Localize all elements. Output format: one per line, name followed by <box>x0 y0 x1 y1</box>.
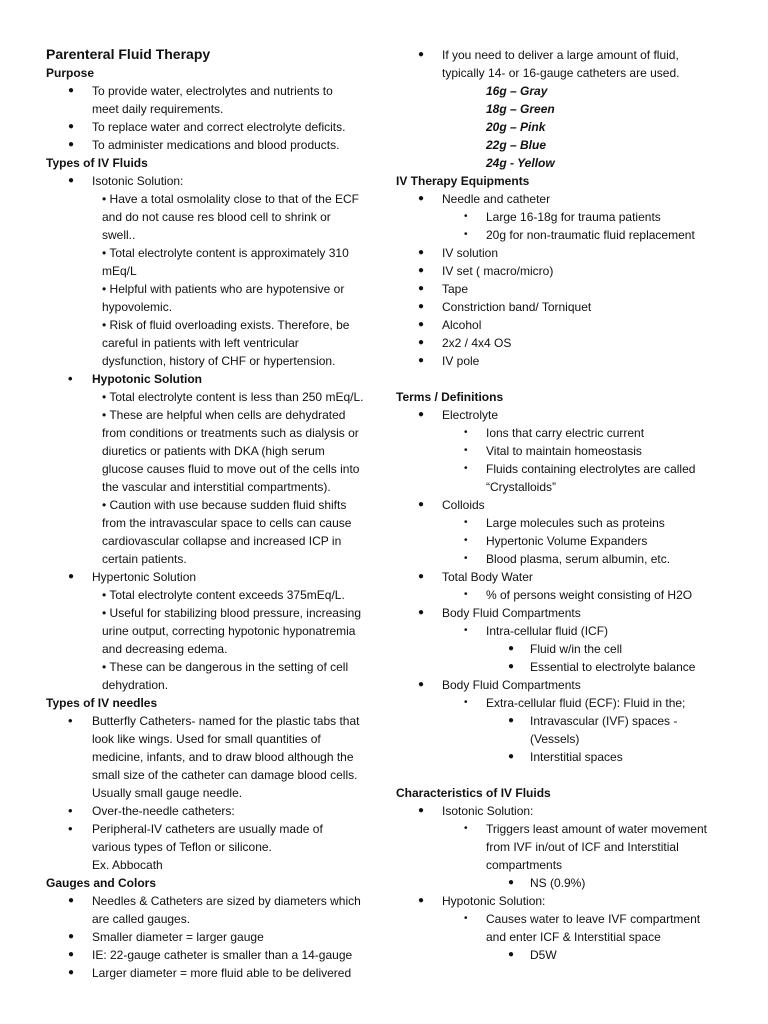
point: • Total electrolyte content exceeds 375mEq/L. <box>102 588 345 602</box>
list-item: ● IV set ( macro/micro) <box>396 262 736 280</box>
sub-item-cont: compartments <box>486 858 563 872</box>
gauge-color-list <box>396 82 736 172</box>
purpose-list <box>46 82 376 154</box>
list-item: ● Electrolyte <box>396 406 736 424</box>
equipment-list <box>396 190 736 370</box>
right-column <box>396 46 736 964</box>
point-cont: dysfunction, history of CHF or hypertension. <box>102 354 336 368</box>
list-item: ● Needles & Catheters are sized by diameters which <box>46 892 376 910</box>
sub-item-cont: and enter ICF & Interstitial space <box>486 930 661 944</box>
left-column <box>46 44 376 982</box>
sub-item: • Ions that carry electric current <box>396 424 736 442</box>
sub-item: • Large 16-18g for trauma patients <box>396 208 736 226</box>
gauges-heading: Gauges and Colors <box>46 876 157 890</box>
sub-sub-item: ● Fluid w/in the cell <box>396 640 736 658</box>
list-item: ● Hypotonic Solution: <box>396 892 736 910</box>
point-cont: from conditions or treatments such as dialysis or <box>102 426 359 440</box>
example-text: Ex. Abbocath <box>92 858 163 872</box>
sub-sub-item: ● Interstitial spaces <box>396 748 736 766</box>
point-cont: urine output, correcting hypotonic hyponatremia <box>102 624 356 638</box>
list-item: ● Colloids <box>396 496 736 514</box>
point-cont: hypovolemic. <box>102 300 173 314</box>
point-cont: cardiovascular collapse and increased ICP in <box>102 534 342 548</box>
list-item: ● To provide water, electrolytes and nutrients to <box>46 82 376 100</box>
sub-item: • 20g for non-traumatic fluid replacement <box>396 226 736 244</box>
characteristics-heading: Characteristics of IV Fluids <box>396 786 551 800</box>
list-item-cont: various types of Teflon or silicone. <box>92 840 272 854</box>
point: • Total electrolyte content is less than 250 mEq/L. <box>102 390 364 404</box>
list-item: ● Body Fluid Compartments <box>396 676 736 694</box>
needles-list <box>46 712 376 874</box>
list-item: ● Alcohol <box>396 316 736 334</box>
point-cont: dehydration. <box>102 678 169 692</box>
point: • Helpful with patients who are hypotensive or <box>102 282 345 296</box>
point: • These are helpful when cells are dehydrated <box>102 408 346 422</box>
list-item-cont: medicine, infants, and to draw blood although the <box>92 750 354 764</box>
list-item: • Peripheral-IV catheters are usually made of <box>46 820 376 838</box>
needles-heading: Types of IV needles <box>46 696 158 710</box>
sub-item-cont: “Crystalloids” <box>486 480 557 494</box>
point-cont: certain patients. <box>102 552 187 566</box>
point: • Caution with use because sudden fluid shifts <box>102 498 347 512</box>
hypertonic-label: ● Hypertonic Solution <box>46 568 376 586</box>
gauge-color-green: 18g – Green <box>486 102 555 116</box>
sub-sub-item: ● NS (0.9%) <box>396 874 736 892</box>
sub-sub-item: ● Intravascular (IVF) spaces - <box>396 712 736 730</box>
list-item: ● IE: 22-gauge catheter is smaller than a 14-gauge <box>46 946 376 964</box>
sub-item: • % of persons weight consisting of H2O <box>396 586 736 604</box>
list-item-cont: typically 14- or 16-gauge catheters are used. <box>442 66 680 80</box>
list-item-cont: are called gauges. <box>92 912 191 926</box>
point: • Have a total osmolality close to that of the ECF <box>102 192 359 206</box>
point-cont: glucose causes fluid to move out of the cells into <box>102 462 360 476</box>
sub-item: • Intra-cellular fluid (ICF) <box>396 622 736 640</box>
point: • These can be dangerous in the setting of cell <box>102 660 349 674</box>
sub-item: • Extra-cellular fluid (ECF): Fluid in the; <box>396 694 736 712</box>
sub-item: • Triggers least amount of water movement <box>396 820 736 838</box>
list-item: ● Tape <box>396 280 736 298</box>
list-item-cont: Usually small gauge needle. <box>92 786 243 800</box>
isotonic-label: ● Isotonic Solution: <box>46 172 376 190</box>
list-item: • Over-the-needle catheters: <box>46 802 376 820</box>
gauge-color-pink: 20g – Pink <box>486 120 546 134</box>
sub-item: • Causes water to leave IVF compartment <box>396 910 736 928</box>
point-cont: swell.. <box>102 228 136 242</box>
spacer <box>396 766 736 784</box>
equipment-heading: IV Therapy Equipments <box>396 174 530 188</box>
sub-item: • Fluids containing electrolytes are called <box>396 460 736 478</box>
list-item: ● Larger diameter = more fluid able to be delivered <box>46 964 376 982</box>
point: • Useful for stabilizing blood pressure, increasing <box>102 606 361 620</box>
list-item: • Butterfly Catheters- named for the plastic tabs that <box>46 712 376 730</box>
gauges-list <box>46 892 376 982</box>
point-cont: the vascular and interstitial compartments). <box>102 480 331 494</box>
list-item: ● Isotonic Solution: <box>396 802 736 820</box>
list-item: ● Body Fluid Compartments <box>396 604 736 622</box>
sub-item: • Vital to maintain homeostasis <box>396 442 736 460</box>
terms-list <box>396 406 736 766</box>
types-iv-heading: Types of IV Fluids <box>46 156 148 170</box>
isotonic-section <box>46 172 376 370</box>
list-item: ● Smaller diameter = larger gauge <box>46 928 376 946</box>
list-item: ● If you need to deliver a large amount of fluid, <box>396 46 736 64</box>
point-cont: mEq/L <box>102 264 137 278</box>
list-item: ● To administer medications and blood products. <box>46 136 376 154</box>
gauge-color-yellow: 24g - Yellow <box>486 156 555 170</box>
sub-sub-item-cont: (Vessels) <box>530 732 580 746</box>
list-item: ● Total Body Water <box>396 568 736 586</box>
hypotonic-section <box>46 370 376 568</box>
list-item-cont: small size of the catheter can damage blood cells. <box>92 768 358 782</box>
list-item-cont: meet daily requirements. <box>92 102 224 116</box>
sub-sub-item: ● Essential to electrolyte balance <box>396 658 736 676</box>
purpose-heading: Purpose <box>46 66 95 80</box>
characteristics-list <box>396 802 736 964</box>
list-item: ● Constriction band/ Torniquet <box>396 298 736 316</box>
terms-heading: Terms / Definitions <box>396 390 504 404</box>
list-item: ● IV pole <box>396 352 736 370</box>
point-cont: careful in patients with left ventricular <box>102 336 299 350</box>
list-item: ● 2x2 / 4x4 OS <box>396 334 736 352</box>
point: • Total electrolyte content is approximately 310 <box>102 246 349 260</box>
sub-item-cont: from IVF in/out of ICF and Interstitial <box>486 840 679 854</box>
list-item-cont: look like wings. Used for small quantities of <box>92 732 321 746</box>
hypotonic-label: • Hypotonic Solution <box>46 370 376 388</box>
sub-item: • Large molecules such as proteins <box>396 514 736 532</box>
sub-item: • Blood plasma, serum albumin, etc. <box>396 550 736 568</box>
sub-sub-item: ● D5W <box>396 946 736 964</box>
point-cont: diuretics or patients with DKA (high serum <box>102 444 325 458</box>
document-title: Parenteral Fluid Therapy <box>46 46 211 62</box>
spacer <box>396 370 736 388</box>
list-item: ● Needle and catheter <box>396 190 736 208</box>
gauge-color-blue: 22g – Blue <box>486 138 547 152</box>
gauge-color-gray: 16g – Gray <box>486 84 548 98</box>
point-cont: and decreasing edema. <box>102 642 228 656</box>
point-cont: and do not cause res blood cell to shrink or <box>102 210 331 224</box>
list-item: ● IV solution <box>396 244 736 262</box>
point: • Risk of fluid overloading exists. Therefore, be <box>102 318 350 332</box>
list-item: ● To replace water and correct electrolyte deficits. <box>46 118 376 136</box>
hypertonic-section <box>46 568 376 694</box>
sub-item: • Hypertonic Volume Expanders <box>396 532 736 550</box>
point-cont: from the intravascular space to cells can cause <box>102 516 352 530</box>
